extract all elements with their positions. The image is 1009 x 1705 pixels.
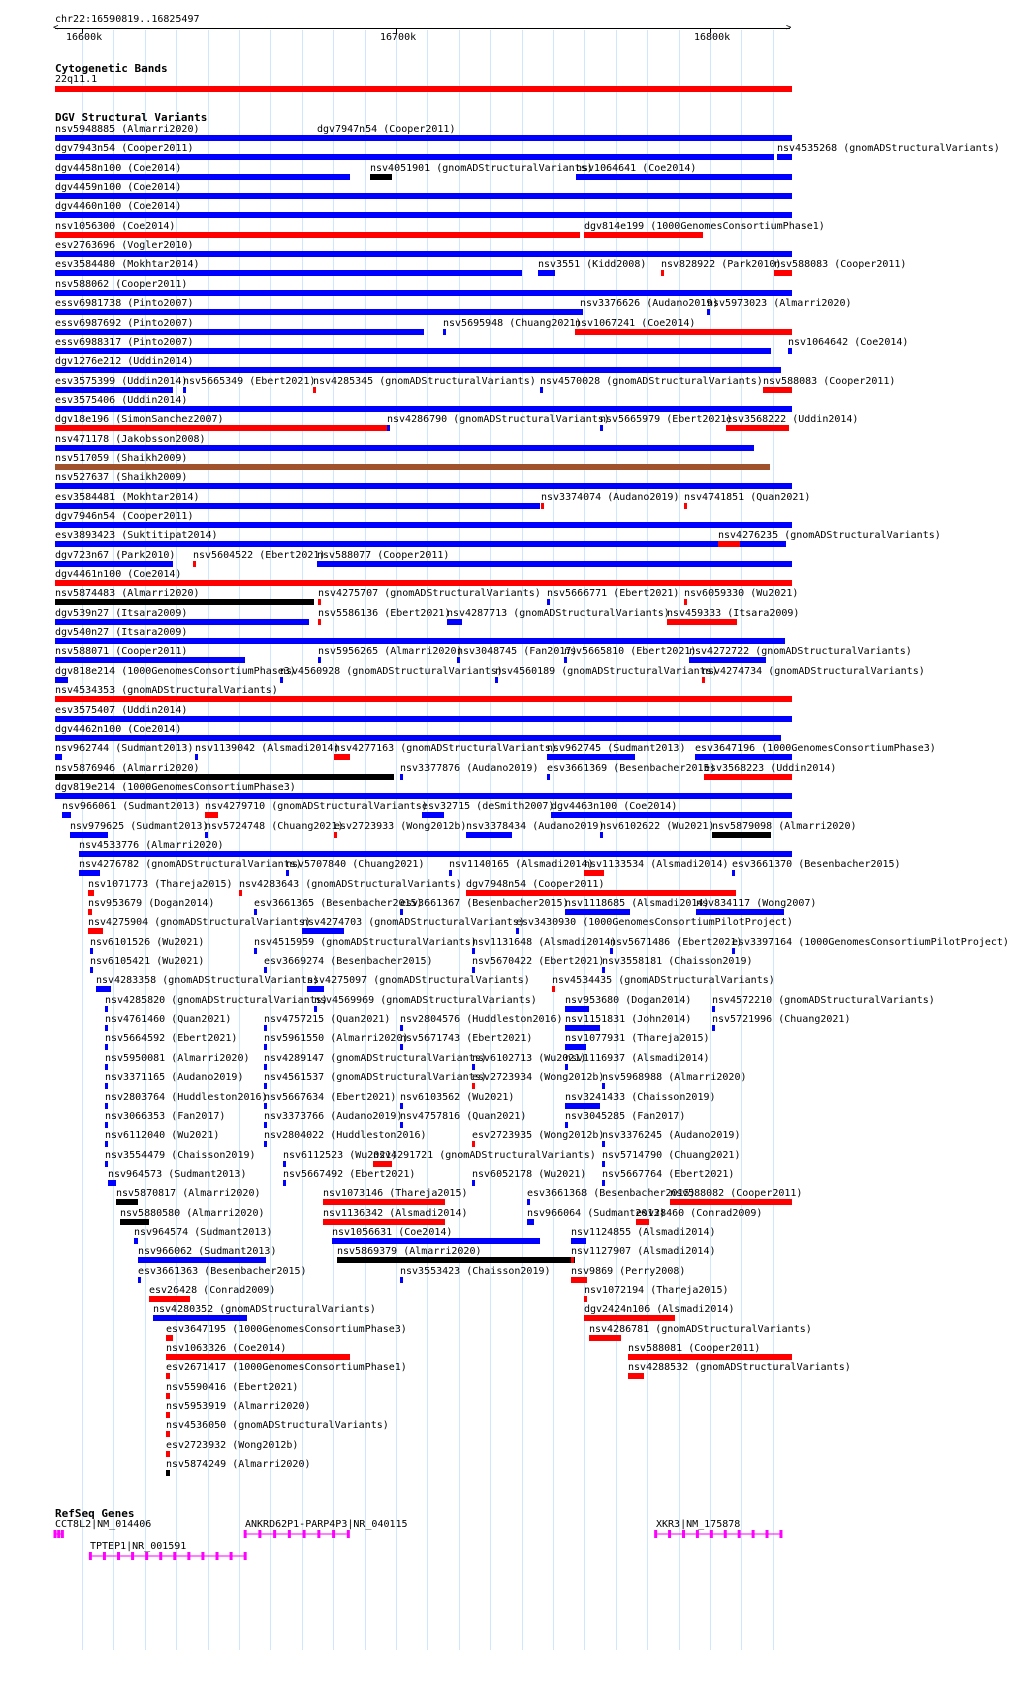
variant-label[interactable]: nsv1064642 (Coe2014) [788, 337, 909, 348]
variant-label[interactable]: esv3575407 (Uddin2014) [55, 705, 188, 716]
variant-label[interactable]: nsv5953919 (Almarri2020) [166, 1401, 311, 1412]
variant-label[interactable]: dgv4463n100 (Coe2014) [551, 801, 678, 812]
variant-label[interactable]: nsv4757215 (Quan2021) [264, 1014, 391, 1025]
variant-label[interactable]: nsv1116937 (Alsmadi2014) [565, 1053, 710, 1064]
variant-label[interactable]: nsv4560189 (gnomADStructuralVariants) [495, 666, 718, 677]
variant-label[interactable]: esv3584480 (Mokhtar2014) [55, 259, 200, 270]
variant-label[interactable]: essv6988317 (Pinto2007) [55, 337, 194, 348]
variant-label[interactable]: nsv4533776 (Almarri2020) [79, 840, 224, 851]
variant-label[interactable]: nsv588062 (Cooper2011) [55, 279, 188, 290]
variant-label[interactable]: nsv5948885 (Almarri2020) [55, 124, 200, 135]
variant-label[interactable]: nsv4569969 (gnomADStructuralVariants) [314, 995, 537, 1006]
ruler-left-arrow-icon[interactable]: < [53, 23, 59, 33]
gene-exon [682, 1530, 685, 1538]
variant-label[interactable]: nsv5665349 (Ebert2021) [183, 376, 316, 387]
variant-label[interactable]: nsv588081 (Cooper2011) [628, 1343, 761, 1354]
variant-label[interactable]: nsv5665979 (Ebert2021) [600, 414, 733, 425]
variant-label[interactable]: nsv5695948 (Chuang2021) [443, 318, 582, 329]
gene-exon [57, 1530, 60, 1538]
variant-label[interactable]: dgv723n67 (Park2010) [55, 550, 176, 561]
variant-label[interactable]: esv3893423 (Suktitipat2014) [55, 530, 218, 541]
variant-label[interactable]: nsv459333 (Itsara2009) [667, 608, 800, 619]
variant-label[interactable]: esv3584481 (Mokhtar2014) [55, 492, 200, 503]
variant-label[interactable]: nsv4275904 (gnomADStructuralVariants) [88, 917, 311, 928]
variant-label[interactable]: nsv5950081 (Almarri2020) [105, 1053, 250, 1064]
variant-label[interactable]: nsv4276235 (gnomADStructuralVariants) [718, 530, 941, 541]
variant-label[interactable]: nsv3066353 (Fan2017) [105, 1111, 226, 1122]
variant-label[interactable]: nsv4287713 (gnomADStructuralVariants) [447, 608, 670, 619]
variant-label[interactable]: nsv5870817 (Almarri2020) [116, 1188, 261, 1199]
variant-label[interactable]: esv3661363 (Besenbacher2015) [138, 1266, 307, 1277]
gene-exon [103, 1552, 106, 1560]
gene-label[interactable]: XKR3|NM_175878 [656, 1519, 741, 1530]
variant-label[interactable]: nsv5874483 (Almarri2020) [55, 588, 200, 599]
variant-label[interactable]: nsv6102622 (Wu2021) [600, 821, 715, 832]
variant-label[interactable]: dgv7947n54 (Cooper2011) [317, 124, 456, 135]
variant-label[interactable]: nsv5874249 (Almarri2020) [166, 1459, 311, 1470]
variant-label[interactable]: dgv4460n100 (Coe2014) [55, 201, 182, 212]
variant-label[interactable]: nsv1064641 (Coe2014) [576, 163, 697, 174]
gene-exon [201, 1552, 204, 1560]
variant-label[interactable]: nsv5670422 (Ebert2021) [472, 956, 605, 967]
variant-label[interactable]: nsv4272722 (gnomADStructuralVariants) [689, 646, 912, 657]
variant-label[interactable]: dgv818e214 (1000GenomesConsortiumPhase3) [55, 666, 296, 677]
variant-label[interactable]: esv32715 (deSmith2007) [422, 801, 555, 812]
variant-label[interactable]: nsv966062 (Sudmant2013) [138, 1246, 277, 1257]
variant-label[interactable]: nsv3378434 (Audano2019) [466, 821, 605, 832]
variant-label[interactable]: nsv471178 (Jakobsson2008) [55, 434, 206, 445]
variant-label[interactable]: nsv588082 (Cooper2011) [670, 1188, 803, 1199]
variant-label[interactable]: esv2723933 (Wong2012b) [334, 821, 467, 832]
variant-label[interactable]: nsv5956265 (Almarri2020) [318, 646, 463, 657]
variant-label[interactable]: esv3430930 (1000GenomesConsortiumPilotProject) [516, 917, 793, 928]
gene-exon [244, 1552, 247, 1560]
variant-label[interactable]: nsv979625 (Sudmant2013) [70, 821, 209, 832]
gene-exon [654, 1530, 657, 1538]
gene-exon [710, 1530, 713, 1538]
variant-label[interactable]: nsv588077 (Cooper2011) [317, 550, 450, 561]
variant-label[interactable]: nsv5961550 (Almarri2020) [264, 1033, 409, 1044]
variant-label[interactable]: esv26428 (Conrad2009) [149, 1285, 276, 1296]
variant-label[interactable]: nsv588083 (Cooper2011) [763, 376, 896, 387]
variant-label[interactable]: nsv1056631 (Coe2014) [332, 1227, 453, 1238]
gene-exon [303, 1530, 306, 1538]
variant-label[interactable]: nsv3045285 (Fan2017) [565, 1111, 686, 1122]
variant-label[interactable]: nsv962745 (Sudmant2013) [547, 743, 686, 754]
gene-exon [766, 1530, 769, 1538]
variant-label[interactable]: nsv6102713 (Wu2021) [472, 1053, 587, 1064]
variant-label[interactable]: nsv1139042 (Alsmadi2014) [195, 743, 340, 754]
variant-label[interactable]: nsv1118685 (Alsmadi2014) [565, 898, 710, 909]
variant-label[interactable]: dgv1276e212 (Uddin2014) [55, 356, 194, 367]
gene-exon [61, 1530, 64, 1538]
variant-label[interactable]: nsv4572210 (gnomADStructuralVariants) [712, 995, 935, 1006]
variant-label[interactable]: nsv5721996 (Chuang2021) [712, 1014, 851, 1025]
region-label: chr22:16590819..16825497 [55, 14, 200, 25]
variant-label[interactable]: dgv7943n54 (Cooper2011) [55, 143, 194, 154]
variant-label[interactable]: nsv588071 (Cooper2011) [55, 646, 188, 657]
variant-label[interactable]: esv3568223 (Uddin2014) [704, 763, 837, 774]
cytoband-track-title[interactable]: Cytogenetic Bands [55, 62, 168, 75]
ruler-tick-label-16800k: 16800k [694, 32, 731, 43]
gene-exon [347, 1530, 350, 1538]
variant-label[interactable]: nsv962744 (Sudmant2013) [55, 743, 194, 754]
variant-label[interactable]: dgv814e199 (1000GenomesConsortiumPhase1) [584, 221, 825, 232]
variant-label[interactable]: esv3575399 (Uddin2014) [55, 376, 188, 387]
variant-label[interactable]: nsv4288532 (gnomADStructuralVariants) [628, 1362, 851, 1373]
variant-label[interactable]: nsv3558181 (Chaisson2019) [602, 956, 753, 967]
variant-label[interactable]: dgv540n27 (Itsara2009) [55, 627, 188, 638]
dgv-track-title[interactable]: DGV Structural Variants [55, 111, 208, 124]
variant-label[interactable]: nsv4534435 (gnomADStructuralVariants) [552, 975, 775, 986]
variant-label[interactable]: esv3397164 (1000GenomesConsortiumPilotProject) [732, 937, 1009, 948]
variant-label[interactable]: nsv5869379 (Almarri2020) [337, 1246, 482, 1257]
variant-label[interactable]: dgv2424n106 (Alsmadi2014) [584, 1304, 735, 1315]
variant-label[interactable]: nsv4757816 (Quan2021) [400, 1111, 527, 1122]
variant-label[interactable]: dgv18e196 (SimonSanchez2007) [55, 414, 224, 425]
gene-exon [668, 1530, 671, 1538]
variant-label[interactable]: nsv1073146 (Thareja2015) [323, 1188, 468, 1199]
variant-label[interactable]: nsv5604522 (Ebert2021) [193, 550, 326, 561]
gene-exon [696, 1530, 699, 1538]
gene-exon [131, 1552, 134, 1560]
variant-label[interactable]: esv2763696 (Vogler2010) [55, 240, 194, 251]
variant-label[interactable]: nsv5667634 (Ebert2021) [264, 1092, 397, 1103]
variant-label[interactable]: nsv5714790 (Chuang2021) [602, 1150, 741, 1161]
gene-exon [332, 1530, 335, 1538]
variant-label[interactable]: nsv4283358 (gnomADStructuralVariants) [96, 975, 319, 986]
variant-label[interactable]: nsv3371165 (Audano2019) [105, 1072, 244, 1083]
variant-label[interactable]: nsv5671486 (Ebert2021) [610, 937, 743, 948]
variant-label[interactable]: nsv5590416 (Ebert2021) [166, 1382, 299, 1393]
gene-exon [724, 1530, 727, 1538]
variant-label[interactable]: nsv3376626 (Audano2019) [580, 298, 719, 309]
variant-label[interactable]: nsv4274703 (gnomADStructuralVariants) [302, 917, 525, 928]
variant-label[interactable]: nsv6059330 (Wu2021) [684, 588, 799, 599]
variant-label[interactable]: esv3661370 (Besenbacher2015) [732, 859, 901, 870]
gene-exon [230, 1552, 233, 1560]
gene-exon [89, 1552, 92, 1560]
variant-label[interactable]: nsv1127907 (Alsmadi2014) [571, 1246, 716, 1257]
variant-label[interactable]: dgv7948n54 (Cooper2011) [466, 879, 605, 890]
variant-label[interactable]: nsv966064 (Sudmant2013) [527, 1208, 666, 1219]
variant-label[interactable]: nsv5586136 (Ebert2021) [318, 608, 451, 619]
variant-label[interactable]: nsv834117 (Wong2007) [696, 898, 817, 909]
variant-label[interactable]: esv3661368 (Besenbacher2015) [527, 1188, 696, 1199]
variant-label[interactable]: nsv964573 (Sudmant2013) [108, 1169, 247, 1180]
variant-label[interactable]: nsv2804022 (Huddleston2016) [264, 1130, 427, 1141]
variant-label[interactable]: esv2723932 (Wong2012b) [166, 1440, 299, 1451]
variant-label[interactable]: nsv5664592 (Ebert2021) [105, 1033, 238, 1044]
variant-label[interactable]: essv6981738 (Pinto2007) [55, 298, 194, 309]
variant-label[interactable]: nsv1136342 (Alsmadi2014) [323, 1208, 468, 1219]
variant-label[interactable]: nsv1071773 (Thareja2015) [88, 879, 233, 890]
variant-label[interactable]: nsv1056300 (Coe2014) [55, 221, 176, 232]
variant-label[interactable]: nsv3241433 (Chaisson2019) [565, 1092, 716, 1103]
variant-label[interactable]: nsv4289147 (gnomADStructuralVariants) [264, 1053, 487, 1064]
variant-label[interactable]: dgv4461n100 (Coe2014) [55, 569, 182, 580]
ruler-right-arrow-icon[interactable]: > [786, 23, 792, 33]
variant-label[interactable]: nsv828922 (Park2010) [661, 259, 782, 270]
variant-label[interactable]: nsv9869 (Perry2008) [571, 1266, 686, 1277]
variant-label[interactable]: nsv964574 (Sudmant2013) [134, 1227, 273, 1238]
gene-exon [738, 1530, 741, 1538]
variant-label[interactable]: nsv4535268 (gnomADStructuralVariants) [777, 143, 1000, 154]
variant-label[interactable]: nsv953680 (Dogan2014) [565, 995, 692, 1006]
variant-label[interactable]: nsv4276782 (gnomADStructuralVariants) [79, 859, 302, 870]
variant-label[interactable]: nsv2804576 (Huddleston2016) [400, 1014, 563, 1025]
variant-label[interactable]: nsv6112523 (Wu2021) [283, 1150, 398, 1161]
variant-label[interactable]: nsv1072194 (Thareja2015) [584, 1285, 729, 1296]
variant-label[interactable]: nsv4286790 (gnomADStructuralVariants) [387, 414, 610, 425]
variant-label[interactable]: nsv4274734 (gnomADStructuralVariants) [702, 666, 925, 677]
variant-label[interactable]: dgv4462n100 (Coe2014) [55, 724, 182, 735]
variant-label[interactable]: esv3568222 (Uddin2014) [726, 414, 859, 425]
variant-label[interactable]: nsv5880580 (Almarri2020) [120, 1208, 265, 1219]
variant-label[interactable]: nsv4291721 (gnomADStructuralVariants) [373, 1150, 596, 1161]
variant-label[interactable]: esv3647195 (1000GenomesConsortiumPhase3) [166, 1324, 407, 1335]
variant-label[interactable]: nsv6105421 (Wu2021) [90, 956, 205, 967]
variant-label[interactable]: nsv6112040 (Wu2021) [105, 1130, 220, 1141]
variant-label[interactable]: esv2671417 (1000GenomesConsortiumPhase1) [166, 1362, 407, 1373]
gene-exon [288, 1530, 291, 1538]
variant-label[interactable]: essv6987692 (Pinto2007) [55, 318, 194, 329]
variant-label[interactable]: dgv7946n54 (Cooper2011) [55, 511, 194, 522]
variant-label[interactable]: nsv4277163 (gnomADStructuralVariants) [334, 743, 557, 754]
variant-label[interactable]: nsv1131648 (Alsmadi2014) [472, 937, 617, 948]
variant-label[interactable]: esv28460 (Conrad2009) [636, 1208, 763, 1219]
variant-label[interactable]: nsv3377876 (Audano2019) [400, 763, 539, 774]
variant-label[interactable]: nsv4275707 (gnomADStructuralVariants) [318, 588, 541, 599]
variant-label[interactable]: nsv3376245 (Audano2019) [602, 1130, 741, 1141]
variant-label[interactable]: nsv3553423 (Chaisson2019) [400, 1266, 551, 1277]
gene-label[interactable]: ANKRD62P1-PARP4P3|NR_040115 [245, 1519, 408, 1530]
variant-label[interactable]: nsv1151831 (John2014) [565, 1014, 692, 1025]
variant-label[interactable]: nsv6103562 (Wu2021) [400, 1092, 515, 1103]
variant-label[interactable]: nsv5973023 (Almarri2020) [707, 298, 852, 309]
variant-label[interactable]: nsv4280352 (gnomADStructuralVariants) [153, 1304, 376, 1315]
variant-label[interactable]: nsv4285820 (gnomADStructuralVariants) [105, 995, 328, 1006]
variant-label[interactable]: esv3661367 (Besenbacher2015) [400, 898, 569, 909]
variant-label[interactable]: dgv539n27 (Itsara2009) [55, 608, 188, 619]
variant-label[interactable]: nsv4570028 (gnomADStructuralVariants) [540, 376, 763, 387]
variant-label[interactable]: esv3661369 (Besenbacher2015) [547, 763, 716, 774]
gene-exon [258, 1530, 261, 1538]
variant-label[interactable]: nsv4761460 (Quan2021) [105, 1014, 232, 1025]
variant-label[interactable]: esv3661365 (Besenbacher2015) [254, 898, 423, 909]
variant-label[interactable]: nsv4275097 (gnomADStructuralVariants) [307, 975, 530, 986]
gene-exon [117, 1552, 120, 1560]
variant-label[interactable]: nsv4051901 (gnomADStructuralVariants) [370, 163, 593, 174]
variant-label[interactable]: dgv819e214 (1000GenomesConsortiumPhase3) [55, 782, 296, 793]
variant-label[interactable]: esv3647196 (1000GenomesConsortiumPhase3) [695, 743, 936, 754]
variant-label[interactable]: nsv4561537 (gnomADStructuralVariants) [264, 1072, 487, 1083]
variant-label[interactable]: nsv588083 (Cooper2011) [774, 259, 907, 270]
variant-label[interactable]: nsv1063326 (Coe2014) [166, 1343, 287, 1354]
variant-label[interactable]: nsv966061 (Sudmant2013) [62, 801, 201, 812]
variant-label[interactable]: nsv2803764 (Huddleston2016) [105, 1092, 268, 1103]
variant-label[interactable]: dgv4458n100 (Coe2014) [55, 163, 182, 174]
variant-label[interactable]: nsv3048745 (Fan2017) [457, 646, 578, 657]
gene-exon [187, 1552, 190, 1560]
variant-label[interactable]: nsv1124855 (Alsmadi2014) [571, 1227, 716, 1238]
variant-label[interactable]: nsv5968988 (Almarri2020) [602, 1072, 747, 1083]
gene-label[interactable]: TPTEP1|NR_001591 [90, 1541, 187, 1552]
refseq-track-title[interactable]: RefSeq Genes [55, 1507, 135, 1520]
variant-label[interactable]: nsv4279710 (gnomADStructuralVariants) [205, 801, 428, 812]
variant-label[interactable]: nsv4286781 (gnomADStructuralVariants) [589, 1324, 812, 1335]
variant-label[interactable]: nsv5879098 (Almarri2020) [712, 821, 857, 832]
gene-exon [244, 1530, 247, 1538]
variant-label[interactable]: nsv5666771 (Ebert2021) [547, 588, 680, 599]
variant-label[interactable]: nsv4285345 (gnomADStructuralVariants) [313, 376, 536, 387]
variant-label[interactable]: nsv5707840 (Chuang2021) [286, 859, 425, 870]
variant-label[interactable]: nsv3554479 (Chaisson2019) [105, 1150, 256, 1161]
gene-exon [317, 1530, 320, 1538]
ruler-tick-label-16700k: 16700k [380, 32, 417, 43]
variant-label[interactable]: esv3669274 (Besenbacher2015) [264, 956, 433, 967]
variant-label[interactable]: nsv1067241 (Coe2014) [575, 318, 696, 329]
variant-label[interactable]: nsv4536050 (gnomADStructuralVariants) [166, 1420, 389, 1431]
variant-label[interactable]: nsv3374074 (Audano2019) [541, 492, 680, 503]
variant-label[interactable]: nsv4283643 (gnomADStructuralVariants) [239, 879, 462, 890]
variant-label[interactable]: nsv4534353 (gnomADStructuralVariants) [55, 685, 278, 696]
variant-label[interactable]: nsv5667492 (Ebert2021) [283, 1169, 416, 1180]
gene-exon [145, 1552, 148, 1560]
gene-exon [54, 1530, 57, 1538]
variant-label[interactable]: esv2723935 (Wong2012b) [472, 1130, 605, 1141]
gene-exon [779, 1530, 782, 1538]
variant-label[interactable]: nsv5724748 (Chuang2021) [205, 821, 344, 832]
variant-label[interactable]: nsv1077931 (Thareja2015) [565, 1033, 710, 1044]
variant-label[interactable]: nsv3551 (Kidd2008) [538, 259, 647, 270]
gene-label[interactable]: CCT8L2|NM_014406 [55, 1519, 152, 1530]
variant-label[interactable]: nsv5665810 (Ebert2021) [564, 646, 697, 657]
variant-label[interactable]: nsv1133534 (Alsmadi2014) [584, 859, 729, 870]
variant-label[interactable]: nsv5667764 (Ebert2021) [602, 1169, 735, 1180]
variant-label[interactable]: nsv4741851 (Quan2021) [684, 492, 811, 503]
gene-exon [159, 1552, 162, 1560]
variant-label[interactable]: esv3575406 (Uddin2014) [55, 395, 188, 406]
variant-label[interactable]: nsv527637 (Shaikh2009) [55, 472, 188, 483]
gene-exon [173, 1552, 176, 1560]
gene-exon [752, 1530, 755, 1538]
variant-label[interactable]: nsv3373766 (Audano2019) [264, 1111, 403, 1122]
variant-label[interactable]: nsv517059 (Shaikh2009) [55, 453, 188, 464]
ruler-tick-label-16600k: 16600k [66, 32, 103, 43]
gene-exon [273, 1530, 276, 1538]
variant-label[interactable]: nsv5671743 (Ebert2021) [400, 1033, 533, 1044]
variant-label[interactable]: nsv4560928 (gnomADStructuralVariants) [280, 666, 503, 677]
variant-label[interactable]: nsv1140165 (Alsmadi2014) [449, 859, 594, 870]
variant-label[interactable]: esv2723934 (Wong2012b) [472, 1072, 605, 1083]
variant-label[interactable]: nsv6101526 (Wu2021) [90, 937, 205, 948]
cytoband-label: 22q11.1 [55, 74, 98, 85]
variant-label[interactable]: nsv6052178 (Wu2021) [472, 1169, 587, 1180]
variant-label[interactable]: nsv953679 (Dogan2014) [88, 898, 215, 909]
variant-label[interactable]: nsv5876946 (Almarri2020) [55, 763, 200, 774]
variant-label[interactable]: dgv4459n100 (Coe2014) [55, 182, 182, 193]
variant-label[interactable]: nsv4515959 (gnomADStructuralVariants) [254, 937, 477, 948]
gene-exon [216, 1552, 219, 1560]
